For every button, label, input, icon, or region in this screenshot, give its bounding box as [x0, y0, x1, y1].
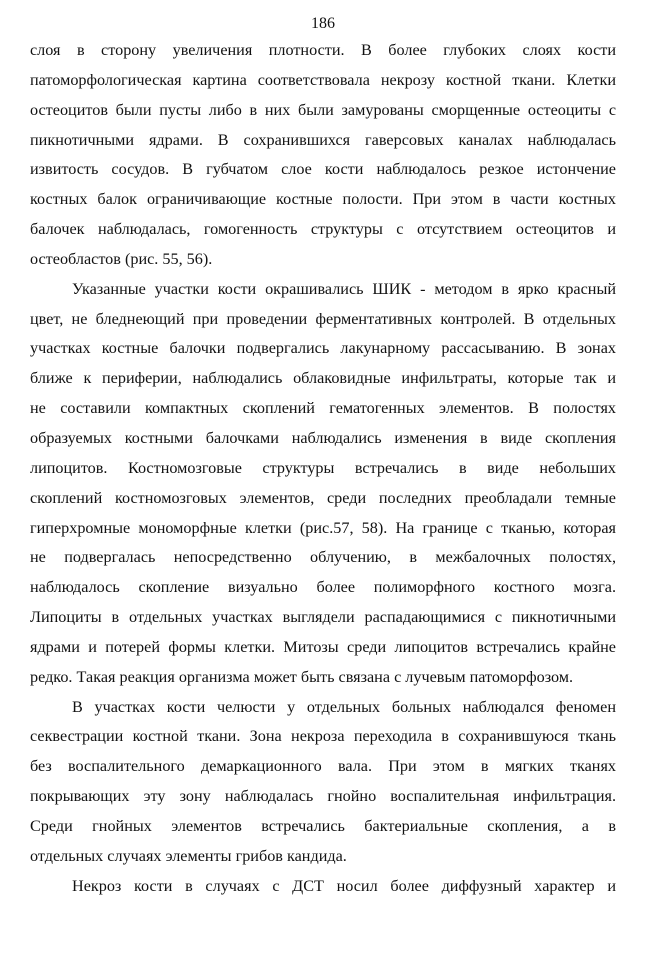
text-line: не подвергалась непосредственно облучению, в межбалочных полостях, — [30, 548, 616, 567]
text-line: В участках кости челюсти у отдельных больных наблюдался феномен — [72, 697, 616, 716]
text-line: слоя в сторону увеличения плотности. В более глубоких слоях кости — [30, 41, 616, 59]
text-line: скоплений костномозговых элементов, среди последних преобладали темные — [30, 488, 616, 507]
text-line: редко. Такая реакция организма может быть связана с лучевым патоморфозом. — [30, 667, 574, 686]
paragraph-1 — [30, 36, 616, 275]
text-line: костных балок ограничивающие костные полости. При этом в части костных — [30, 190, 616, 209]
paragraph-3 — [30, 693, 616, 872]
text-line: Среди гнойных элементов встречались бактериальные скопления, а в — [30, 816, 616, 835]
text-line: отдельных случаях элементы грибов кандида. — [30, 846, 347, 865]
text-line: липоцитов. Костномозговые структуры встречались в виде небольших — [30, 458, 616, 477]
text-line: патоморфологическая картина соответствовала некрозу костной ткани. Клетки — [30, 70, 616, 89]
text-line: пикнотичными ядрами. В сохранившихся гаверсовых каналах наблюдалась — [30, 130, 616, 149]
text-line: цвет, не бледнеющий при проведении ферментативных контролей. В отдельных — [30, 309, 616, 328]
text-line: остеоцитов были пусты либо в них были замурованы сморщенные остеоциты с — [30, 100, 616, 119]
body-text — [30, 36, 616, 901]
text-line: наблюдалось скопление визуально более полиморфного костного мозга. — [30, 578, 616, 597]
page-number: 186 — [311, 15, 335, 32]
text-line: Липоциты в отдельных участках выглядели распадающимися с пикнотичными — [30, 608, 616, 627]
paragraph-2 — [30, 275, 616, 693]
text-line: извитость сосудов. В губчатом слое кости наблюдалось резкое истончение — [30, 160, 616, 179]
text-line: остеобластов (рис. 55, 56). — [30, 249, 213, 268]
text-line: покрывающих эту зону наблюдалась гнойно воспалительная инфильтрация. — [30, 787, 616, 806]
text-line: Некроз кости в случаях с ДСТ носил более диффузный характер и — [72, 876, 616, 895]
text-line: секвестрации костной ткани. Зона некроза переходила в сохранившуюся ткань — [30, 727, 616, 746]
text-line: без воспалительного демаркационного вала. При этом в мягких тканях — [30, 757, 616, 776]
text-line: ядрами и потерей формы клетки. Митозы среди липоцитов встречались крайне — [30, 637, 616, 656]
text-line: участках костные балочки подвергались лакунарному рассасыванию. В зонах — [30, 339, 616, 358]
paragraph-4 — [30, 872, 616, 902]
text-line: Указанные участки кости окрашивались ШИК - методом в ярко красный — [72, 279, 616, 298]
text-line: ближе к периферии, наблюдались облаковидные инфильтраты, которые так и — [30, 369, 616, 388]
text-line: не составили компактных скоплений гематогенных элементов. В полостях — [30, 399, 616, 418]
text-line: гиперхромные мономорфные клетки (рис.57, 58). На границе с тканью, которая — [30, 518, 616, 537]
text-line: образуемых костными балочками наблюдались изменения в виде скопления — [30, 428, 616, 447]
text-line: балочек наблюдалась, гомогенность структуры с отсутствием остеоцитов и — [30, 220, 616, 239]
